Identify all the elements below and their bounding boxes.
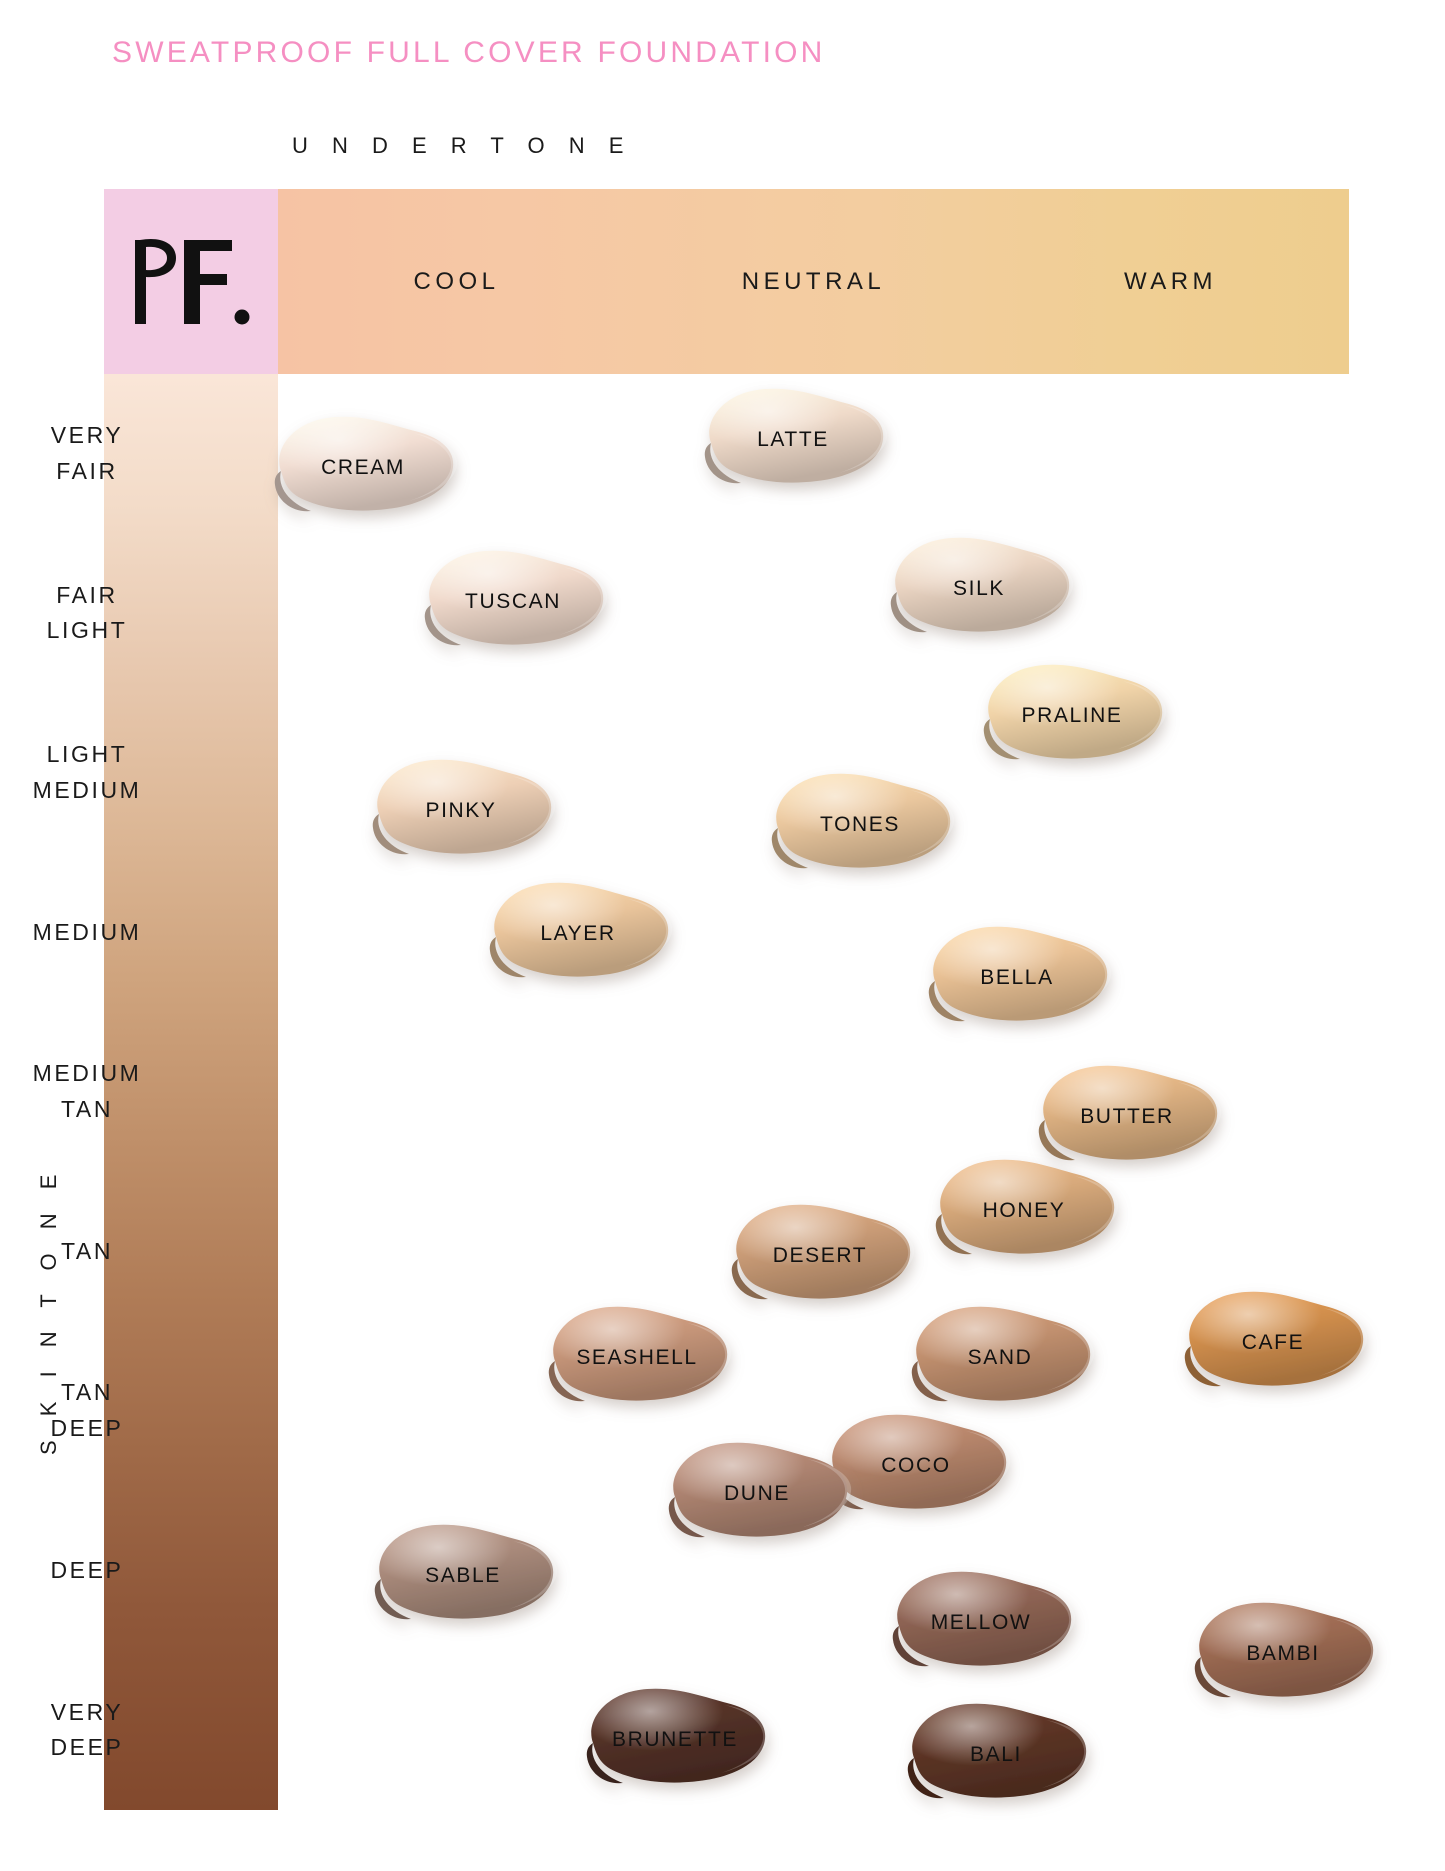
shade-swatch-praline[interactable] (972, 657, 1172, 775)
skintone-row-tan-deep (0, 1331, 174, 1491)
skintone-row-label-word: TAN (60, 1379, 114, 1406)
undertone-column-neutral: NEUTRAL (741, 267, 886, 295)
undertone-column-cool: COOL (413, 267, 500, 295)
shade-label-desert: DESERT (772, 1244, 868, 1267)
skintone-row-medium-tan (0, 1012, 174, 1172)
shade-swatch-bella[interactable] (917, 919, 1117, 1037)
shade-label-latte: LATTE (757, 428, 829, 451)
pf-monogram-logo-icon (132, 234, 250, 330)
skintone-row-fair-light (0, 534, 174, 694)
shade-swatch-sable[interactable] (363, 1517, 563, 1635)
skintone-row-label-word: LIGHT (46, 617, 128, 644)
shade-swatch-cafe[interactable] (1173, 1284, 1373, 1402)
shade-swatch-dune[interactable] (657, 1435, 857, 1553)
skintone-row-label-word: FAIR (56, 581, 118, 608)
undertone-header-band (278, 189, 1349, 374)
skintone-row-label-word: VERY (50, 1698, 124, 1725)
shade-label-brunette: BRUNETTE (612, 1728, 738, 1751)
shade-swatch-desert[interactable] (720, 1197, 920, 1315)
shade-swatch-tuscan[interactable] (413, 543, 613, 661)
shade-label-bella: BELLA (980, 966, 1054, 989)
shade-label-tones: TONES (820, 813, 900, 836)
shade-label-butter: BUTTER (1080, 1105, 1174, 1128)
shade-swatch-cream[interactable] (263, 409, 463, 527)
shade-label-pinky: PINKY (425, 799, 497, 822)
skintone-row-label-word: VERY (50, 422, 124, 449)
shade-swatch-pinky[interactable] (361, 752, 561, 870)
shade-swatch-bambi[interactable] (1183, 1595, 1383, 1713)
shade-label-cream: CREAM (321, 456, 405, 479)
skintone-row-deep (0, 1491, 174, 1651)
skintone-row-label-word: MEDIUM (32, 1060, 142, 1087)
skintone-row-label-word: TAN (60, 1237, 114, 1264)
skintone-row-label-word: DEEP (50, 1415, 124, 1442)
shade-swatch-seashell[interactable] (537, 1299, 737, 1417)
shade-label-silk: SILK (953, 577, 1005, 600)
shade-label-coco: COCO (881, 1454, 951, 1477)
shade-label-mellow: MELLOW (930, 1611, 1032, 1634)
shade-swatch-sand[interactable] (900, 1299, 1100, 1417)
shade-label-dune: DUNE (724, 1482, 790, 1505)
shade-label-tuscan: TUSCAN (465, 590, 561, 613)
undertone-column-warm: WARM (1123, 267, 1218, 295)
shade-label-seashell: SEASHELL (576, 1346, 698, 1369)
page-title: SWEATPROOF FULL COVER FOUNDATION (112, 36, 826, 69)
skintone-row-label-word: DEEP (50, 1556, 124, 1583)
skintone-row-very-fair (0, 374, 174, 534)
shade-swatch-latte[interactable] (693, 381, 893, 499)
shade-swatch-honey[interactable] (924, 1152, 1124, 1270)
skintone-row-label-word: TAN (60, 1095, 114, 1122)
skintone-row-label-word: DEEP (50, 1734, 124, 1761)
skintone-row-medium (0, 853, 174, 1013)
shade-label-bambi: BAMBI (1246, 1642, 1320, 1665)
shade-swatch-layer[interactable] (478, 875, 678, 993)
shade-label-sand: SAND (967, 1346, 1033, 1369)
skintone-axis-label: S K I N T O N E (36, 1165, 61, 1455)
skintone-row-label-word: MEDIUM (32, 918, 142, 945)
shade-swatch-silk[interactable] (879, 530, 1079, 648)
shade-label-layer: LAYER (540, 922, 616, 945)
shade-swatch-tones[interactable] (760, 766, 960, 884)
shade-swatch-brunette[interactable] (575, 1681, 775, 1799)
shade-swatch-bali[interactable] (896, 1696, 1096, 1814)
brand-logo-cell (104, 189, 278, 374)
skintone-row-label-word: LIGHT (46, 741, 128, 768)
shade-label-bali: BALI (970, 1743, 1022, 1766)
shade-swatch-mellow[interactable] (881, 1564, 1081, 1682)
skintone-row-very-deep (0, 1650, 174, 1810)
shade-label-sable: SABLE (425, 1564, 501, 1587)
skintone-row-label-word: FAIR (56, 457, 118, 484)
undertone-axis-label: U N D E R T O N E (292, 133, 633, 158)
shade-label-honey: HONEY (982, 1199, 1066, 1222)
skintone-row-light-medium (0, 693, 174, 853)
shade-label-cafe: CAFE (1241, 1331, 1305, 1354)
shade-label-praline: PRALINE (1021, 704, 1123, 727)
skintone-row-label-word: MEDIUM (32, 776, 142, 803)
skintone-row-tan (0, 1172, 174, 1332)
